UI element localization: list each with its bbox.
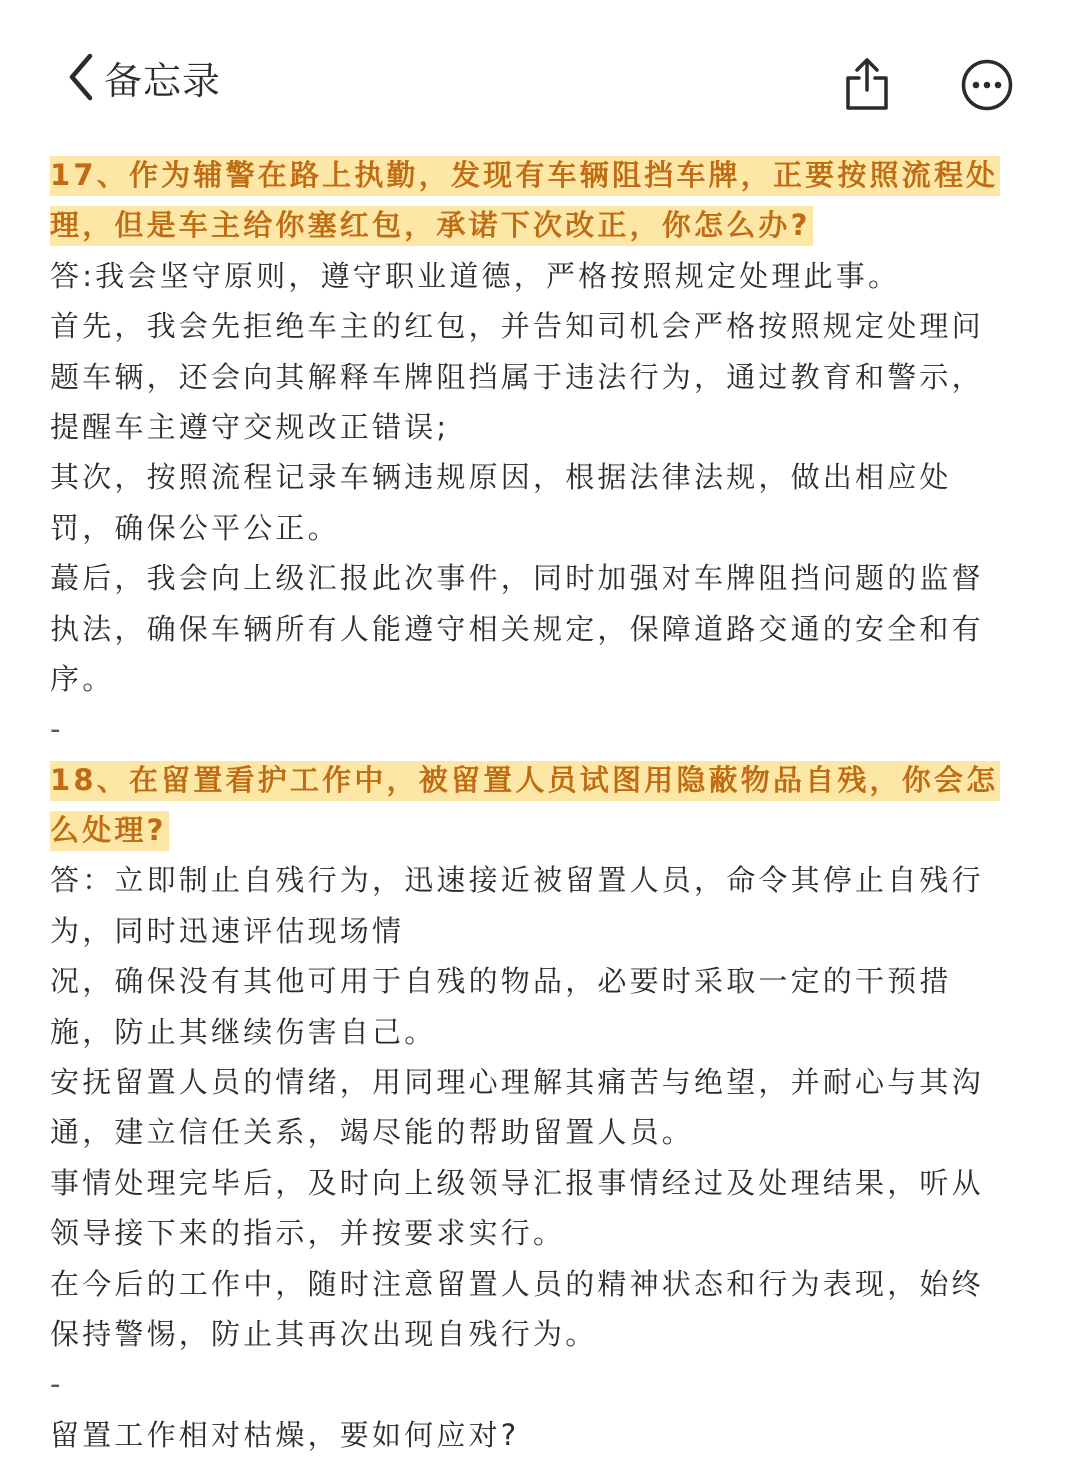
question-17-title-line: 17、作为辅警在路上执勤，发现有车辆阻挡车牌，正要按照流程处	[50, 150, 1032, 200]
answer-18-line: 通，建立信任关系，竭尽能的帮助留置人员。	[50, 1115, 695, 1150]
next-question-line: 留置工作相对枯燥，要如何应对?	[50, 1417, 520, 1452]
chevron-left-icon	[66, 52, 96, 102]
back-button[interactable]	[66, 52, 221, 102]
share-icon[interactable]	[842, 56, 892, 112]
note-body	[50, 150, 1032, 1460]
answer-17-line: 首先，我会先拒绝车主的红包，并告知司机会严格按照规定处理问	[50, 309, 984, 344]
answer-18-line: 事情处理完毕后，及时向上级领导汇报事情经过及处理结果，听从	[50, 1165, 984, 1200]
answer-17-line: 罚，确保公平公正。	[50, 510, 340, 545]
answer-18-line: 领导接下来的指示，并按要求实行。	[50, 1216, 566, 1251]
navigation-bar	[0, 0, 1080, 130]
answer-18-line: 施，防止其继续伤害自己。	[50, 1014, 437, 1049]
answer-17-line: 序。	[50, 661, 115, 696]
answer-18-line: 保持警惕，防止其再次出现自残行为。	[50, 1316, 598, 1351]
answer-17-line: 题车辆，还会向其解释车牌阻挡属于违法行为，通过教育和警示，	[50, 359, 984, 394]
question-18-title-line: 么处理?	[50, 805, 1032, 855]
answer-17-line: 执法，确保车辆所有人能遵守相关规定，保障道路交通的安全和有	[50, 611, 984, 646]
answer-17-line: 其次，按照流程记录车辆违规原因，根据法律法规，做出相应处	[50, 460, 952, 495]
answer-18-line: 为，同时迅速评估现场情	[50, 913, 405, 948]
answer-18-line: 安抚留置人员的情绪，用同理心理解其痛苦与绝望，并耐心与其沟	[50, 1065, 984, 1100]
back-label: 备忘录	[104, 58, 222, 103]
answer-17-line: 提醒车主遵守交规改正错误;	[50, 409, 450, 444]
more-icon[interactable]	[960, 58, 1014, 112]
answer-18-line: 况，确保没有其他可用于自残的物品，必要时采取一定的干预措	[50, 964, 952, 999]
answer-18-line: 在今后的工作中，随时注意留置人员的精神状态和行为表现，始终	[50, 1266, 984, 1301]
separator: -	[50, 1367, 64, 1402]
question-17-title-line: 理，但是车主给你塞红包，承诺下次改正，你怎么办?	[50, 200, 1032, 250]
answer-17-line: 蕞后，我会向上级汇报此次事件，同时加强对车牌阻挡问题的监督	[50, 561, 984, 596]
answer-17-line: 答:我会坚守原则，遵守职业道德，严格按照规定处理此事。	[50, 258, 901, 293]
separator: -	[50, 712, 64, 747]
question-18-title-line: 18、在留置看护工作中，被留置人员试图用隐蔽物品自残，你会怎	[50, 755, 1032, 805]
answer-18-line: 答：立即制止自残行为，迅速接近被留置人员，命令其停止自残行	[50, 863, 984, 898]
